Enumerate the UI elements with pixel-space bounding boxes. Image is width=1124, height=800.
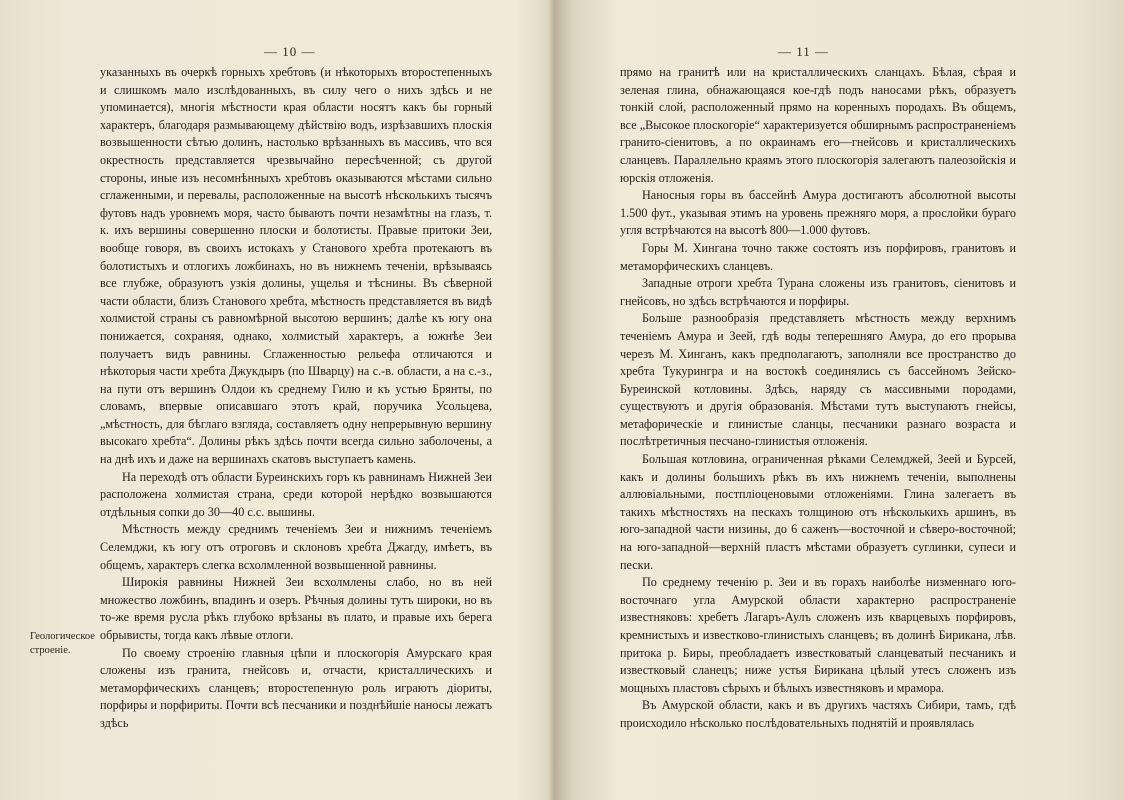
right-page <box>560 0 1124 800</box>
left-page <box>0 0 555 800</box>
paragraph: Больше разнообразія представляетъ мѣстность между верхнимъ теченіемъ Амура и Зеей, гдѣ воды теперешняго Амура, до его прорыва черезъ М. Хинганъ, какъ предполагаютъ, заполняли все пространство до хребта Тукурингра и на востокѣ соединялись съ бассейномъ Зейско-Буреинской котловины. Здѣсь, наряду съ массивными породами, существуютъ и другія образованія. Мѣстами тутъ выступаютъ гнейсы, метафорическіе и глинистые сланцы, песчаники разнаго возраста и послѣтретичныя песчано-глинистыя отложенія. <box>620 311 1016 449</box>
margin-note: Геологическое строеніе. <box>30 631 95 656</box>
page-text <box>620 64 1016 733</box>
page-number: — 10 — <box>264 44 316 59</box>
paragraph: По своему строенію главныя цѣпи и плоскогорія Амурскаго края сложены изъ гранита, гнейсовъ и, отчасти, кристаллическихъ и метаморфическихъ сланцевъ; второстепенную роль играютъ діориты, порфиры и порфириты. Почти всѣ песчаники и позднѣйшіе наносы лежатъ здѣсь <box>100 645 492 730</box>
page-text <box>100 64 492 733</box>
paragraph: прямо на гранитѣ или на кристаллическихъ сланцахъ. Бѣлая, сѣрая и зеленая глина, обнажающаяся кое-гдѣ подъ наносами рѣкъ, образуетъ тонкій слой, расположенный прямо на коренныхъ породахъ. Въ общемъ, все „Высокое плоскогоріе“ характеризуется обширнымъ распространеніемъ гранито-сіенитовъ, а по окраинамъ его—гнейсовъ и кристаллическихъ сланцевъ. Параллельно краямъ этого плоскогорія залегаютъ палеозойскія и юрскія отложенія. <box>620 65 1016 185</box>
paragraph: Большая котловина, ограниченная рѣками Селемджей, Зеей и Бурсей, какъ и долины большихъ рѣкъ въ ихъ нижнемъ теченіи, выполнены аллювіальными, постпліоценовыми отложеніями. Глина залегаетъ въ такихъ мѣстностяхъ на пескахъ толщиною отъ нѣсколькихъ аршинъ, въ юго-западной части низины, до 6 саженъ—восточной и сѣверо-восточной; на юго-западной—верхній пластъ мѣстами образуетъ суглинки, супеси и пески. <box>620 452 1016 572</box>
paragraph: Въ Амурской области, какъ и въ другихъ частяхъ Сибири, тамъ, гдѣ происходило нѣсколько послѣдовательныхъ поднятій и проявлялась <box>620 698 1016 730</box>
page-number: — 11 — <box>778 44 830 59</box>
paragraph: Мѣстность между среднимъ теченіемъ Зеи и нижнимъ теченіемъ Селемджи, къ югу отъ отроговъ и склоновъ хребта Джагду, имѣетъ, въ общемъ, характеръ слегка всхолмленной возвышенной равнины. <box>100 522 492 572</box>
paragraph: Наносныя горы въ бассейнѣ Амура достигаютъ абсолютной высоты 1.500 фут., указывая этимъ на уровень прежняго моря, а прослойки бураго угля встрѣчаются на высотѣ 800—1.000 футовъ. <box>620 188 1016 238</box>
paragraph: Широкія равнины Нижней Зеи всхолмлены слабо, но въ ней множество ложбинъ, впадинъ и озеръ. Рѣчныя долины тутъ широки, но въ то-же время русла рѣкъ глубоко врѣзаны въ плато, и правые ихъ берега обрывисты, тогда какъ лѣвые отлоги. <box>100 575 492 642</box>
paragraph: На переходѣ отъ области Буреинскихъ горъ къ равнинамъ Нижней Зеи расположена холмистая страна, среди которой нерѣдко возвышаются отдѣльныя сопки до 30—40 с.с. вышины. <box>100 469 492 519</box>
paragraph: указанныхъ въ очеркѣ горныхъ хребтовъ (и нѣкоторыхъ второстепенныхъ и слишкомъ мало изслѣдованныхъ, въ силу чего о нихъ здѣсь и не упоминается), многія мѣстности края области носятъ какъ бы горный характеръ, благодаря размывающему дѣйствію водъ, изрѣзавшихъ плоскія возвышенности сѣтью долинъ, настолько врѣзанныхъ въ массивъ, что вся окрестность представляется чрезвычайно пересѣченной; съ другой стороны, иные изъ несомнѣнныхъ хребтовъ оказываются мѣстами сильно сглаженными, и перевалы, расположенные на высотѣ нѣсколькихъ тысячъ футовъ надъ уровнемъ моря, часто бываютъ почти незамѣтны на глазъ, т. к. ихъ вершины совершенно плоски и болотисты. Правые притоки Зеи, вообще говоря, въ своихъ истокахъ у Станового хребта протекаютъ въ болотистыхъ и отлогихъ ложбинахъ, но въ нижнемъ теченіи, врѣзываясь все глубже, образуютъ узкія долины, ущелья и тѣснины. Въ сѣверной части области, близъ Станового хребта, мѣстность представляется въ видѣ холмистой страны съ равномѣрной высотою вершинъ; далѣе къ югу она понижается, сохраняя, однако, холмистый характеръ, а южнѣе Зеи получаетъ видъ равнины. Сглаженностью рельефа отличаются и нѣкоторыя части хребта Джукдыръ (по Шварцу) на с.-в. области, а на с.-з., на пути отъ вершинъ Олдои къ среднему Гилю и къ устью Брянты, по словамъ, впервые описавшаго этотъ край, поручика Усольцева, „мѣстность, для бѣглаго взгляда, составляетъ одну непрерывную вершину высокаго хребта“. Долины рѣкъ здѣсь почти всегда сильно заболочены, а на днѣ ихъ и даже на вершинахъ скатовъ выступаетъ камень. <box>100 65 492 467</box>
paragraph: Горы М. Хингана точно также состоятъ изъ порфировъ, гранитовъ и метаморфическихъ сланцевъ. <box>620 240 1016 273</box>
paragraph: По среднему теченію р. Зеи и въ горахъ наиболѣе низменнаго юго-восточнаго угла Амурской области характерно распространеніе известняковъ: хребетъ Лагаръ-Аулъ сложенъ изъ кварцевыхъ порфировъ, кремнистыхъ и известково-глинистыхъ сланцевъ; въ долинѣ Бирикана, лѣв. притока р. Биры, преобладаетъ известковатый сланцеватый песчаникъ и известковый сланецъ; ниже устья Бирикана цѣлый утесъ сложенъ изъ мощныхъ пластовъ сѣрыхъ и бѣлыхъ известняковъ и мрамора. <box>620 575 1016 695</box>
paragraph: Западные отроги хребта Турана сложены изъ гранитовъ, сіенитовъ и гнейсовъ, но здѣсь встрѣчаются и порфиры. <box>620 276 1016 308</box>
